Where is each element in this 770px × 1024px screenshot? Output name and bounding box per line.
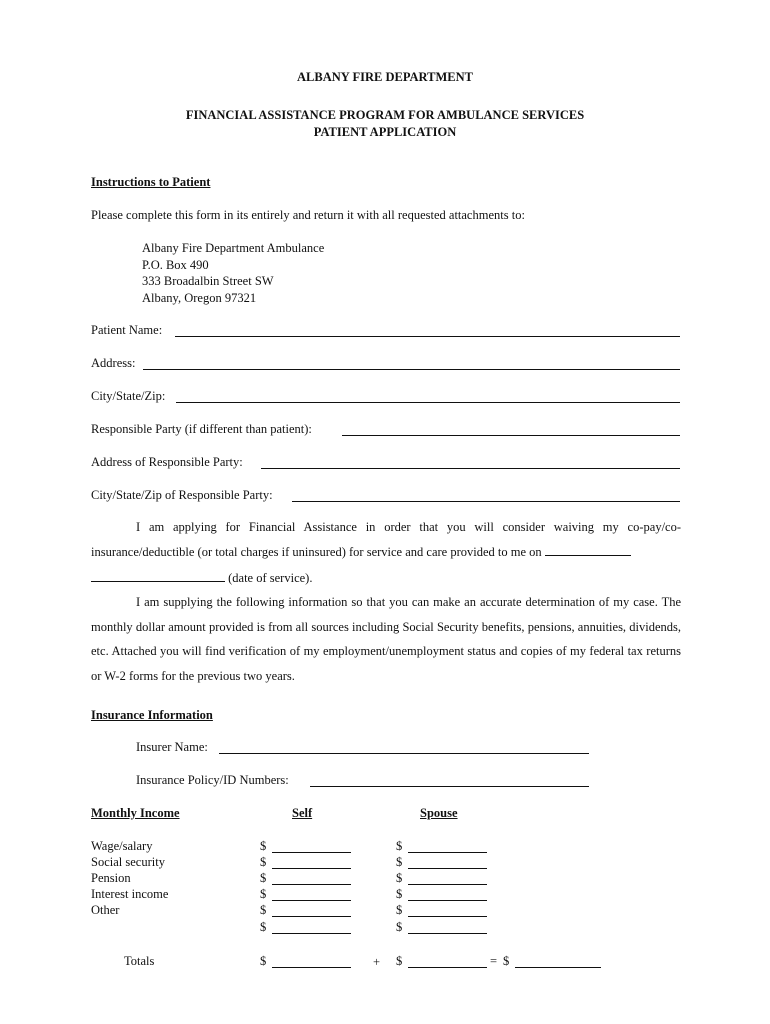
- self-total-currency: $: [260, 954, 267, 968]
- self-currency: $: [260, 855, 267, 869]
- totals-label: Totals: [124, 954, 155, 968]
- city-state-zip-label: City/State/Zip:: [91, 389, 166, 403]
- policy-id-field[interactable]: [310, 774, 589, 787]
- self-other-field[interactable]: [272, 904, 351, 917]
- spouse-interest-field[interactable]: [408, 888, 487, 901]
- self-wage-field[interactable]: [272, 840, 351, 853]
- form-subtitle: PATIENT APPLICATION: [313, 125, 457, 139]
- spouse-wage-field[interactable]: [408, 840, 487, 853]
- mail-address-line-2: P.O. Box 490: [142, 258, 209, 272]
- monthly-income-heading: Monthly Income: [91, 806, 180, 820]
- city-state-zip-field[interactable]: [176, 390, 680, 403]
- policy-id-label: Insurance Policy/ID Numbers:: [136, 773, 289, 787]
- date-of-service-label: (date of service).: [228, 571, 313, 585]
- org-name: ALBANY FIRE DEPARTMENT: [297, 70, 473, 84]
- self-currency: $: [260, 903, 267, 917]
- mail-address-line-4: Albany, Oregon 97321: [142, 291, 257, 305]
- self-currency: $: [260, 871, 267, 885]
- instructions-heading: Instructions to Patient: [91, 175, 211, 189]
- self-column-heading: Self: [292, 806, 313, 820]
- date-of-service-field-2[interactable]: [91, 569, 225, 582]
- instructions-text: Please complete this form in its entirely and return it with all requested attachments to:: [91, 208, 525, 222]
- insurance-heading: Insurance Information: [91, 708, 213, 722]
- spouse-currency: $: [396, 887, 403, 901]
- plus-sign: +: [373, 955, 381, 969]
- spouse-total-field[interactable]: [408, 955, 487, 968]
- spouse-total-currency: $: [396, 954, 403, 968]
- spouse-extra-field[interactable]: [408, 921, 487, 934]
- application-statement: [91, 515, 681, 564]
- spouse-other-field[interactable]: [408, 904, 487, 917]
- self-social-security-field[interactable]: [272, 856, 351, 869]
- self-total-field[interactable]: [272, 955, 351, 968]
- date-of-service-row: [91, 569, 312, 586]
- income-row-label: Wage/salary: [91, 839, 153, 853]
- spouse-pension-field[interactable]: [408, 872, 487, 885]
- spouse-currency: $: [396, 871, 403, 885]
- address-field[interactable]: [143, 357, 680, 370]
- spouse-social-security-field[interactable]: [408, 856, 487, 869]
- mail-address-line-3: 333 Broadalbin Street SW: [142, 274, 274, 288]
- spouse-currency: $: [396, 839, 403, 853]
- grand-total-field[interactable]: [515, 955, 601, 968]
- income-statement: I am supplying the following information so that you can make an accurate determination of my case. The monthly dollar amount provided is from all sources including Social Security benefits, pensions, annuities, dividends, etc. Attached you will find verification of my employment/unemployment status and copies of my federal tax returns or W-2 forms for the previous two years.: [91, 595, 681, 683]
- income-row-label: Pension: [91, 871, 131, 885]
- self-currency: $: [260, 839, 267, 853]
- equals-sign: =: [490, 954, 498, 968]
- spouse-currency: $: [396, 903, 403, 917]
- spouse-column-heading: Spouse: [420, 806, 458, 820]
- spouse-currency: $: [396, 855, 403, 869]
- insurer-name-field[interactable]: [219, 741, 589, 754]
- responsible-address-field[interactable]: [261, 456, 680, 469]
- date-of-service-field-1[interactable]: [545, 543, 631, 556]
- patient-name-field[interactable]: [175, 324, 680, 337]
- income-row-label: Social security: [91, 855, 165, 869]
- responsible-city-label: City/State/Zip of Responsible Party:: [91, 488, 273, 502]
- patient-name-label: Patient Name:: [91, 323, 163, 337]
- self-pension-field[interactable]: [272, 872, 351, 885]
- self-currency: $: [260, 887, 267, 901]
- form-title: FINANCIAL ASSISTANCE PROGRAM FOR AMBULANCE SERVICES: [185, 108, 585, 122]
- self-currency: $: [260, 920, 267, 934]
- grand-total-currency: $: [503, 954, 510, 968]
- application-statement-text: I am applying for Financial Assistance in order that you will consider waiving my co-pay/co-insurance/deductible (or total charges if uninsured) for service and care provided to me on: [91, 520, 681, 559]
- responsible-city-field[interactable]: [292, 489, 680, 502]
- self-interest-field[interactable]: [272, 888, 351, 901]
- responsible-party-field[interactable]: [342, 423, 680, 436]
- self-extra-field[interactable]: [272, 921, 351, 934]
- address-label: Address:: [91, 356, 136, 370]
- income-row-label: Interest income: [91, 887, 169, 901]
- responsible-address-label: Address of Responsible Party:: [91, 455, 243, 469]
- spouse-currency: $: [396, 920, 403, 934]
- insurer-name-label: Insurer Name:: [136, 740, 208, 754]
- responsible-party-label: Responsible Party (if different than patient):: [91, 422, 312, 436]
- mail-address-line-1: Albany Fire Department Ambulance: [142, 241, 325, 255]
- income-row-label: Other: [91, 903, 120, 917]
